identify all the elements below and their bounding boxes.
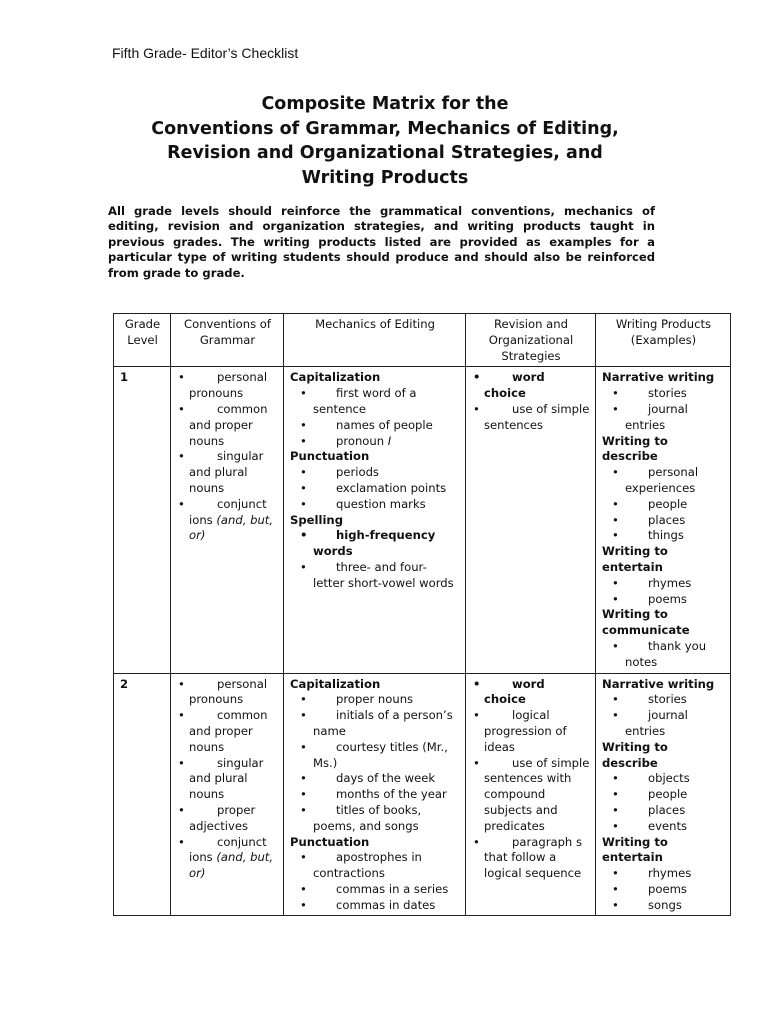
list-item xyxy=(290,803,460,835)
list-item-text: initials of a xyxy=(336,708,400,723)
grammar-cell xyxy=(171,367,284,673)
list-item-text: words xyxy=(313,544,353,559)
list-item xyxy=(472,370,590,402)
bullet-icon: • xyxy=(300,787,307,802)
list-item xyxy=(290,560,460,592)
bullet-list xyxy=(602,386,725,433)
section-heading: Writing to communicate xyxy=(602,607,690,638)
list-item xyxy=(602,708,725,740)
list-item-text: choice xyxy=(484,692,526,707)
list-item-text: pronouns xyxy=(189,692,244,707)
bullet-icon: • xyxy=(612,575,619,590)
bullet-list xyxy=(602,576,725,608)
list-item xyxy=(602,513,725,529)
section-heading: Capitalization xyxy=(290,676,381,691)
list-item-text: stories xyxy=(648,386,687,401)
list-item xyxy=(472,677,590,709)
bullet-icon: • xyxy=(300,881,307,896)
document-header: Fifth Grade- Editor’s Checklist xyxy=(112,45,299,61)
list-item-text: and plural nouns xyxy=(189,771,248,802)
list-item xyxy=(602,592,725,608)
column-header: Revision and Organizational Strategies xyxy=(466,314,596,367)
list-item xyxy=(602,819,725,835)
list-item xyxy=(602,576,725,592)
list-item-text: personal xyxy=(648,465,699,480)
list-item xyxy=(290,898,460,914)
bullet-icon: • xyxy=(178,676,185,691)
list-item xyxy=(177,497,278,544)
list-item-text: exclamation points xyxy=(336,480,447,495)
section-heading: Writing to describe xyxy=(602,433,668,464)
intro-paragraph: All grade levels should reinforce the grammatical conventions, mechanics of editing, revision and organization strategies, and writing products taught in previous grades. The writing products listed are provided as examples for a particular type of writing students should produce and should also be reinforced from grade to grade. xyxy=(108,204,655,280)
list-item xyxy=(177,370,278,402)
bullet-list xyxy=(472,370,590,433)
list-item xyxy=(602,882,725,898)
list-item-text: word xyxy=(512,676,545,691)
bullet-icon: • xyxy=(300,433,307,448)
list-item xyxy=(472,402,590,434)
bullet-list xyxy=(602,866,725,913)
list-item-text: singular xyxy=(217,449,264,464)
bullet-list xyxy=(602,771,725,834)
bullet-icon: • xyxy=(612,496,619,511)
list-item xyxy=(602,639,725,671)
list-item xyxy=(290,481,460,497)
list-item-text: poems xyxy=(648,881,687,896)
list-item xyxy=(177,708,278,755)
list-item-text: thank you xyxy=(648,638,707,653)
list-item xyxy=(602,528,725,544)
revision-cell xyxy=(466,367,596,673)
grammar-cell xyxy=(171,673,284,916)
list-item-text: sentence xyxy=(313,401,367,416)
bullet-list xyxy=(602,639,725,671)
list-item-text: progression of ideas xyxy=(484,723,567,754)
list-item-text: notes xyxy=(625,654,658,669)
section-heading: Punctuation xyxy=(290,834,370,849)
bullet-list xyxy=(290,386,460,449)
list-item-emphasis: (and, but, or) xyxy=(189,850,274,881)
mechanics-cell xyxy=(284,367,466,673)
list-item-text: rhymes xyxy=(648,866,692,881)
section-heading: Capitalization xyxy=(290,370,381,385)
bullet-icon: • xyxy=(300,417,307,432)
bullet-icon: • xyxy=(300,692,307,707)
list-item xyxy=(177,756,278,803)
bullet-icon: • xyxy=(300,739,307,754)
bullet-icon: • xyxy=(612,528,619,543)
bullet-icon: • xyxy=(612,638,619,653)
list-item-text: choice xyxy=(484,386,526,401)
bullet-list xyxy=(290,528,460,591)
list-item-text: logical xyxy=(512,708,550,723)
mechanics-cell xyxy=(284,673,466,916)
list-item-text: stories xyxy=(648,692,687,707)
list-item-text: experiences xyxy=(625,480,696,495)
list-item-text: letter short-vowel words xyxy=(313,575,454,590)
list-item-text: poems, and songs xyxy=(313,818,419,833)
list-item-text: high-frequency xyxy=(336,528,436,543)
list-item-text: use of xyxy=(512,401,548,416)
bullet-list xyxy=(177,677,278,882)
bullet-icon: • xyxy=(612,881,619,896)
bullet-icon: • xyxy=(300,802,307,817)
list-item-text: periods xyxy=(336,465,379,480)
list-item-text: days of the week xyxy=(336,771,436,786)
list-item xyxy=(602,386,725,402)
list-item-text: word xyxy=(512,370,545,385)
document-title xyxy=(60,92,710,190)
bullet-icon: • xyxy=(300,528,308,543)
list-item-text: commas in dates xyxy=(336,897,436,912)
list-item-text: simple sentences with compound subjects and predicates xyxy=(484,755,590,833)
bullet-icon: • xyxy=(612,866,619,881)
list-item xyxy=(472,708,590,755)
bullet-icon: • xyxy=(178,802,185,817)
column-header: Mechanics of Editing xyxy=(284,314,466,367)
list-item-text: pronoun xyxy=(336,433,388,448)
bullet-icon: • xyxy=(612,897,619,912)
list-item-text: adjectives xyxy=(189,818,248,833)
list-item xyxy=(290,434,460,450)
grade-cell: 2 xyxy=(114,673,171,916)
section-heading: Narrative writing xyxy=(602,676,715,691)
bullet-icon: • xyxy=(178,496,185,511)
bullet-icon: • xyxy=(178,401,185,416)
bullet-icon: • xyxy=(473,676,481,691)
list-item-text: things xyxy=(648,528,684,543)
bullet-icon: • xyxy=(612,692,619,707)
list-item-text: three- and four- xyxy=(336,559,427,574)
column-header: Writing Products (Examples) xyxy=(596,314,731,367)
list-item-text: common xyxy=(217,708,268,723)
list-item xyxy=(602,771,725,787)
table-header-row xyxy=(114,314,731,367)
products-cell xyxy=(596,673,731,916)
list-item-text: contractions xyxy=(313,866,385,881)
list-item-text: simple sentences xyxy=(484,401,590,432)
list-item-text: ions xyxy=(189,512,217,527)
list-item-text: months of the year xyxy=(336,787,447,802)
list-item-text: apostrophes in xyxy=(336,850,422,865)
list-item-text: places xyxy=(648,512,686,527)
list-item xyxy=(177,402,278,449)
list-item xyxy=(602,465,725,497)
list-item-text: places xyxy=(648,802,686,817)
bullet-list xyxy=(472,677,590,882)
list-item-text: entries xyxy=(625,723,666,738)
bullet-icon: • xyxy=(300,850,307,865)
list-item-text: proper xyxy=(217,802,256,817)
list-item-text: and plural nouns xyxy=(189,465,248,495)
list-item-text: songs xyxy=(648,897,682,912)
list-item xyxy=(602,402,725,434)
list-item xyxy=(290,708,460,740)
bullet-icon: • xyxy=(178,755,185,770)
list-item-text: objects xyxy=(648,771,690,786)
list-item-text: (Mr., Ms.) xyxy=(313,739,448,770)
bullet-icon: • xyxy=(612,512,619,527)
bullet-icon: • xyxy=(612,465,619,480)
list-item xyxy=(602,866,725,882)
bullet-list xyxy=(602,692,725,739)
bullet-icon: • xyxy=(612,818,619,833)
column-header: Grade Level xyxy=(114,314,171,367)
section-heading: Writing to entertain xyxy=(602,834,668,865)
table-row xyxy=(114,673,731,916)
bullet-icon: • xyxy=(300,480,307,495)
list-item xyxy=(290,418,460,434)
bullet-icon: • xyxy=(473,834,480,849)
list-item xyxy=(290,882,460,898)
list-item-text: pronouns xyxy=(189,386,244,401)
list-item xyxy=(177,835,278,882)
list-item xyxy=(602,497,725,513)
list-item-text: entries xyxy=(625,417,666,432)
bullet-icon: • xyxy=(178,370,185,385)
list-item xyxy=(602,898,725,914)
bullet-icon: • xyxy=(612,787,619,802)
bullet-list xyxy=(602,465,725,544)
bullet-icon: • xyxy=(473,708,480,723)
section-heading: Writing to describe xyxy=(602,739,668,770)
bullet-list xyxy=(177,370,278,544)
title-line: Composite Matrix for the xyxy=(261,94,509,114)
bullet-icon: • xyxy=(300,897,307,912)
list-item-text: courtesy titles xyxy=(336,739,419,754)
revision-cell xyxy=(466,673,596,916)
title-line: Writing Products xyxy=(301,167,469,188)
list-item xyxy=(472,756,590,835)
bullet-icon: • xyxy=(473,401,480,416)
list-item-text: question marks xyxy=(336,496,426,511)
list-item-text: rhymes xyxy=(648,575,692,590)
list-item xyxy=(602,803,725,819)
list-item-text: s that follow a logical sequence xyxy=(484,834,583,881)
bullet-icon: • xyxy=(473,755,480,770)
list-item xyxy=(602,787,725,803)
list-item-text: poems xyxy=(648,591,687,606)
list-item xyxy=(290,850,460,882)
list-item-text: paragraph xyxy=(512,834,573,849)
list-item-text: commas in a series xyxy=(336,881,449,896)
list-item xyxy=(177,449,278,496)
list-item xyxy=(290,787,460,803)
bullet-icon: • xyxy=(178,708,185,723)
bullet-icon: • xyxy=(612,386,619,401)
list-item xyxy=(290,528,460,560)
section-heading: Writing to entertain xyxy=(602,544,668,574)
list-item xyxy=(290,497,460,513)
composite-matrix-table xyxy=(113,313,731,916)
list-item xyxy=(472,835,590,882)
list-item-text: personal xyxy=(217,370,268,385)
table-row xyxy=(114,367,731,673)
bullet-icon: • xyxy=(300,771,307,786)
title-line: Revision and Organizational Strategies, and xyxy=(167,143,603,163)
bullet-icon: • xyxy=(300,465,307,480)
list-item-text: titles of books, xyxy=(336,802,422,817)
list-item-text: personal xyxy=(217,676,268,691)
bullet-icon: • xyxy=(300,496,307,511)
list-item-text: people xyxy=(648,496,688,511)
bullet-icon: • xyxy=(612,401,619,416)
bullet-icon: • xyxy=(300,386,307,401)
list-item xyxy=(602,692,725,708)
list-item-text: common xyxy=(217,401,268,416)
list-item xyxy=(290,771,460,787)
list-item-emphasis: I xyxy=(387,433,392,448)
bullet-icon: • xyxy=(473,370,481,385)
bullet-icon: • xyxy=(300,559,307,574)
bullet-icon: • xyxy=(178,449,185,464)
list-item xyxy=(290,740,460,772)
grade-cell: 1 xyxy=(114,367,171,673)
list-item-text: people xyxy=(648,787,688,802)
section-heading: Spelling xyxy=(290,512,343,527)
list-item xyxy=(290,386,460,418)
list-item-text: conjunct xyxy=(217,496,267,511)
list-item-text: and proper nouns xyxy=(189,723,253,754)
list-item xyxy=(290,692,460,708)
list-item-text: and proper nouns xyxy=(189,417,253,448)
list-item-text: names of people xyxy=(336,417,433,432)
bullet-icon: • xyxy=(612,591,619,606)
list-item-text: events xyxy=(648,818,688,833)
list-item xyxy=(290,465,460,481)
list-item xyxy=(177,677,278,709)
bullet-list xyxy=(290,692,460,834)
list-item-text: first word of a xyxy=(336,386,417,401)
list-item-text: ions xyxy=(189,850,217,865)
section-heading: Narrative writing xyxy=(602,370,715,385)
title-line: Conventions of Grammar, Mechanics of Editing, xyxy=(151,118,619,139)
bullet-icon: • xyxy=(612,771,619,786)
column-header: Conventions of Grammar xyxy=(171,314,284,367)
list-item-emphasis: (and, but, or) xyxy=(189,512,274,543)
list-item-text: conjunct xyxy=(217,834,267,849)
products-cell xyxy=(596,367,731,673)
bullet-list xyxy=(290,465,460,512)
bullet-icon: • xyxy=(612,802,619,817)
list-item-text: person’s name xyxy=(313,708,453,738)
bullet-list xyxy=(290,850,460,913)
list-item-text: journal xyxy=(648,401,688,416)
list-item-text: use of xyxy=(512,755,548,770)
list-item-text: journal xyxy=(648,708,688,723)
bullet-icon: • xyxy=(612,708,619,723)
list-item-text: proper nouns xyxy=(336,692,414,707)
bullet-icon: • xyxy=(300,708,307,723)
list-item xyxy=(177,803,278,835)
bullet-icon: • xyxy=(178,834,185,849)
section-heading: Punctuation xyxy=(290,449,370,464)
list-item-text: singular xyxy=(217,755,264,770)
